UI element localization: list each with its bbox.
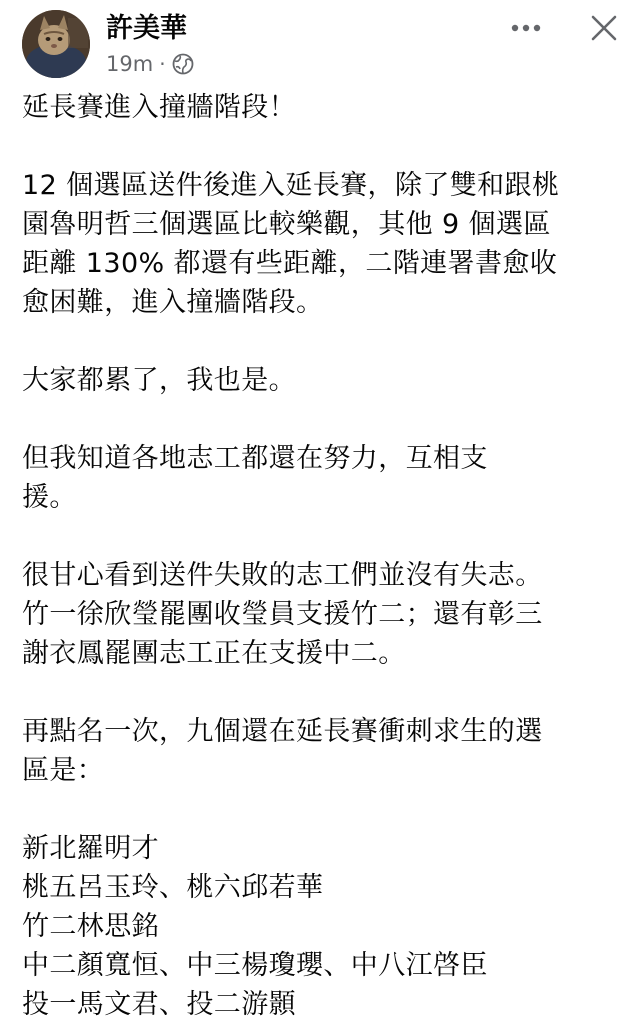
post-body bbox=[22, 88, 622, 1024]
author-avatar[interactable] bbox=[22, 10, 90, 78]
post-paragraph-2 bbox=[22, 361, 622, 400]
more-options-button[interactable] bbox=[506, 14, 546, 42]
text-line: 延長賽進入撞牆階段！ bbox=[22, 92, 296, 123]
district-item: 新北羅明才 bbox=[22, 833, 159, 864]
text-line: 但我知道各地志工都還在努力，互相支 bbox=[22, 443, 488, 474]
close-icon bbox=[590, 14, 618, 42]
text-line: 距離 130% 都還有些距離，二階連署書愈收 bbox=[22, 248, 558, 279]
district-item: 桃五呂玉玲、桃六邱若華 bbox=[22, 872, 324, 903]
text-line: 再點名一次，九個還在延長賽衝刺求生的選 bbox=[22, 716, 543, 747]
text-line: 園魯明哲三個選區比較樂觀，其他 9 個選區 bbox=[22, 209, 551, 240]
globe-icon[interactable] bbox=[172, 53, 194, 75]
post-headline bbox=[22, 88, 622, 127]
text-line: 12 個選區送件後進入延長賽，除了雙和跟桃 bbox=[22, 170, 560, 201]
post-paragraph-3 bbox=[22, 439, 622, 517]
post-paragraph-1 bbox=[22, 166, 622, 322]
district-list bbox=[22, 829, 622, 1024]
text-line: 很甘心看到送件失敗的志工們並沒有失志。 bbox=[22, 560, 543, 591]
post-timestamp[interactable]: 19m bbox=[106, 52, 154, 76]
text-line: 愈困難，進入撞牆階段。 bbox=[22, 287, 324, 318]
post-paragraph-4 bbox=[22, 556, 622, 673]
district-item: 竹二林思銘 bbox=[22, 911, 159, 942]
text-line: 援。 bbox=[22, 482, 77, 513]
text-line: 大家都累了，我也是。 bbox=[22, 365, 296, 396]
text-line: 區是： bbox=[22, 755, 105, 786]
author-name[interactable]: 許美華 bbox=[106, 13, 187, 44]
text-line: 竹一徐欣瑩罷團收瑩員支援竹二；還有彰三 bbox=[22, 599, 543, 630]
district-item: 中二顏寬恒、中三楊瓊瓔、中八江啓臣 bbox=[22, 950, 488, 981]
text-line: 謝衣鳳罷團志工正在支援中二。 bbox=[22, 638, 406, 669]
post-header bbox=[0, 0, 640, 88]
district-item: 投一馬文君、投二游顥 bbox=[22, 989, 296, 1020]
post-paragraph-5 bbox=[22, 712, 622, 790]
meta-separator: · bbox=[159, 52, 166, 76]
post-meta bbox=[106, 50, 194, 78]
close-button[interactable] bbox=[584, 8, 624, 48]
more-horizontal-icon bbox=[510, 23, 542, 33]
